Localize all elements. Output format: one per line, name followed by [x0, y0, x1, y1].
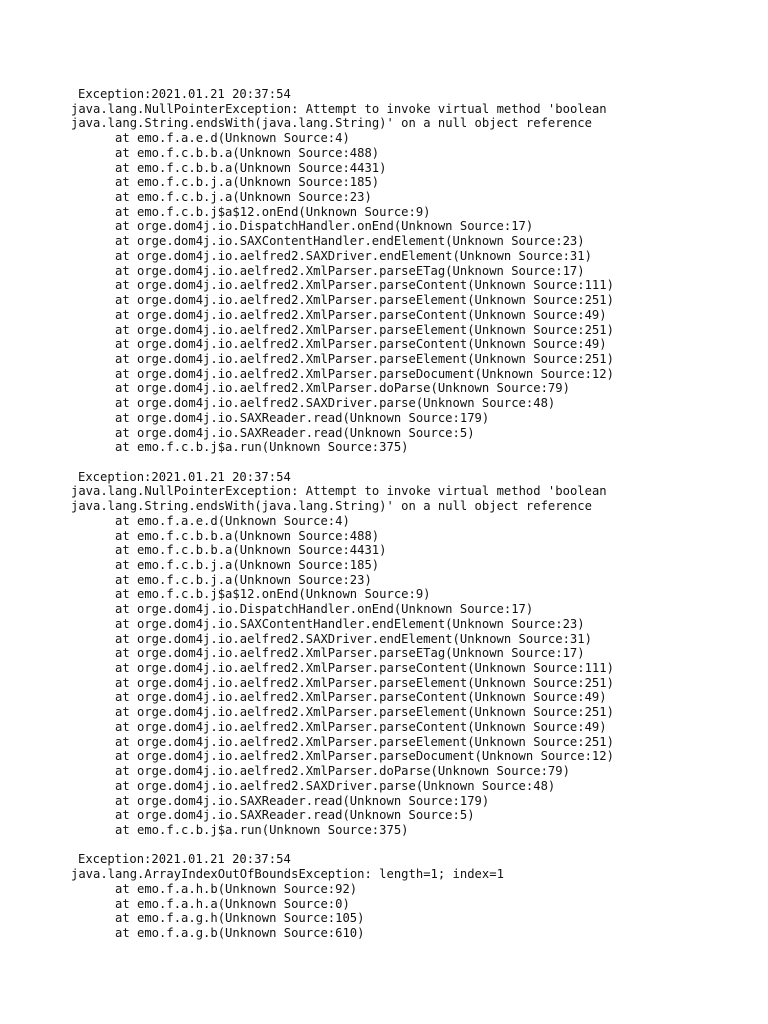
exception-message-line: java.lang.String.endsWith(java.lang.String)' on a null object reference — [71, 116, 592, 131]
stack-frame-line: at orge.dom4j.io.aelfred2.SAXDriver.parse(Unknown Source:48) — [115, 778, 556, 793]
stack-frame-line: at orge.dom4j.io.aelfred2.XmlParser.parseElement(Unknown Source:251) — [115, 322, 614, 337]
exception-message-line: java.lang.String.endsWith(java.lang.String)' on a null object reference — [71, 499, 592, 514]
stack-frame-line: at emo.f.a.g.h(Unknown Source:105) — [115, 911, 365, 926]
stack-frame-line: at orge.dom4j.io.aelfred2.XmlParser.parseDocument(Unknown Source:12) — [115, 366, 614, 381]
stack-frame-line: at orge.dom4j.io.aelfred2.XmlParser.parseDocument(Unknown Source:12) — [115, 749, 614, 764]
exception-log — [71, 87, 751, 941]
stack-frame-line: at orge.dom4j.io.DispatchHandler.onEnd(Unknown Source:17) — [115, 219, 534, 234]
stack-frame-line: at emo.f.a.e.d(Unknown Source:4) — [115, 131, 350, 146]
stack-frame-line: at orge.dom4j.io.SAXReader.read(Unknown Source:179) — [115, 410, 490, 425]
stack-frame-line: at orge.dom4j.io.aelfred2.XmlParser.doParse(Unknown Source:79) — [115, 764, 570, 779]
stack-frame-line: at emo.f.c.b.j$a.run(Unknown Source:375) — [115, 440, 409, 455]
exception-entry — [71, 87, 751, 455]
stack-frame-line: at orge.dom4j.io.SAXReader.read(Unknown Source:5) — [115, 808, 475, 823]
stack-frame-line: at orge.dom4j.io.aelfred2.XmlParser.parseContent(Unknown Source:49) — [115, 337, 607, 352]
stack-frame-line: at emo.f.c.b.j$a.run(Unknown Source:375) — [115, 822, 409, 837]
stack-frame-line: at orge.dom4j.io.aelfred2.XmlParser.parseElement(Unknown Source:251) — [115, 675, 614, 690]
stack-frame-line: at orge.dom4j.io.DispatchHandler.onEnd(Unknown Source:17) — [115, 602, 534, 617]
stack-frame-line: at emo.f.c.b.j.a(Unknown Source:185) — [115, 175, 380, 190]
stack-frame-line: at orge.dom4j.io.aelfred2.XmlParser.parseElement(Unknown Source:251) — [115, 705, 614, 720]
stack-frame-line: at orge.dom4j.io.aelfred2.XmlParser.parseContent(Unknown Source:49) — [115, 307, 607, 322]
stack-frame-line: at orge.dom4j.io.aelfred2.XmlParser.parseContent(Unknown Source:49) — [115, 690, 607, 705]
stack-frame-line: at emo.f.c.b.j.a(Unknown Source:23) — [115, 572, 372, 587]
stack-frame-line: at emo.f.a.g.b(Unknown Source:610) — [115, 925, 365, 940]
stack-frame-line: at orge.dom4j.io.SAXContentHandler.endElement(Unknown Source:23) — [115, 234, 585, 249]
stack-frame-line: at emo.f.c.b.b.a(Unknown Source:488) — [115, 528, 380, 543]
stack-frame-line: at orge.dom4j.io.aelfred2.XmlParser.parseElement(Unknown Source:251) — [115, 293, 614, 308]
stack-frame-line: at orge.dom4j.io.aelfred2.XmlParser.parseETag(Unknown Source:17) — [115, 263, 585, 278]
exception-message-line: java.lang.NullPointerException: Attempt to invoke virtual method 'boolean — [71, 484, 607, 499]
stack-frame-line: at orge.dom4j.io.aelfred2.SAXDriver.parse(Unknown Source:48) — [115, 396, 556, 411]
stack-frame-line: at orge.dom4j.io.aelfred2.XmlParser.parseElement(Unknown Source:251) — [115, 351, 614, 366]
stack-frame-line: at emo.f.c.b.j$a$12.onEnd(Unknown Source:9) — [115, 587, 431, 602]
exception-entry — [71, 852, 751, 940]
stack-frame-line: at emo.f.c.b.b.a(Unknown Source:488) — [115, 145, 380, 160]
stack-frame-line: at orge.dom4j.io.aelfred2.XmlParser.parseElement(Unknown Source:251) — [115, 734, 614, 749]
stack-frame-line: at orge.dom4j.io.aelfred2.XmlParser.parseContent(Unknown Source:111) — [115, 661, 614, 676]
stack-frame-line: at emo.f.a.e.d(Unknown Source:4) — [115, 513, 350, 528]
stack-frame-line: at emo.f.c.b.j.a(Unknown Source:185) — [115, 558, 380, 572]
stack-frame-line: at emo.f.c.b.j$a$12.onEnd(Unknown Source:9) — [115, 204, 431, 219]
stack-frame-line: at emo.f.c.b.b.a(Unknown Source:4431) — [115, 543, 387, 558]
stack-frame-line: at orge.dom4j.io.aelfred2.XmlParser.parseContent(Unknown Source:49) — [115, 719, 607, 734]
stack-frame-line: at emo.f.c.b.b.a(Unknown Source:4431) — [115, 160, 387, 175]
exception-message-line: java.lang.NullPointerException: Attempt to invoke virtual method 'boolean — [71, 101, 607, 116]
stack-frame-line: at orge.dom4j.io.aelfred2.XmlParser.parseETag(Unknown Source:17) — [115, 646, 585, 661]
exception-timestamp-header: Exception:2021.01.21 20:37:54 — [78, 852, 291, 867]
stack-frame-line: at emo.f.a.h.a(Unknown Source:0) — [115, 896, 350, 911]
stack-frame-line: at orge.dom4j.io.SAXContentHandler.endElement(Unknown Source:23) — [115, 616, 585, 631]
stack-frame-line: at orge.dom4j.io.SAXReader.read(Unknown Source:179) — [115, 793, 490, 808]
exception-message-line: java.lang.ArrayIndexOutOfBoundsException: length=1; index=1 — [71, 867, 504, 882]
stack-frame-line: at orge.dom4j.io.aelfred2.XmlParser.parseContent(Unknown Source:111) — [115, 278, 614, 293]
stack-frame-line: at orge.dom4j.io.aelfred2.SAXDriver.endElement(Unknown Source:31) — [115, 248, 592, 263]
exception-timestamp-header: Exception:2021.01.21 20:37:54 — [78, 87, 291, 101]
stack-frame-line: at orge.dom4j.io.SAXReader.read(Unknown Source:5) — [115, 425, 475, 440]
stack-frame-line: at emo.f.a.h.b(Unknown Source:92) — [115, 881, 358, 896]
exception-timestamp-header: Exception:2021.01.21 20:37:54 — [78, 469, 291, 484]
stack-frame-line: at orge.dom4j.io.aelfred2.SAXDriver.endElement(Unknown Source:31) — [115, 631, 592, 646]
stack-frame-line: at orge.dom4j.io.aelfred2.XmlParser.doParse(Unknown Source:79) — [115, 381, 570, 396]
stack-frame-line: at emo.f.c.b.j.a(Unknown Source:23) — [115, 190, 372, 205]
exception-entry — [71, 470, 751, 838]
